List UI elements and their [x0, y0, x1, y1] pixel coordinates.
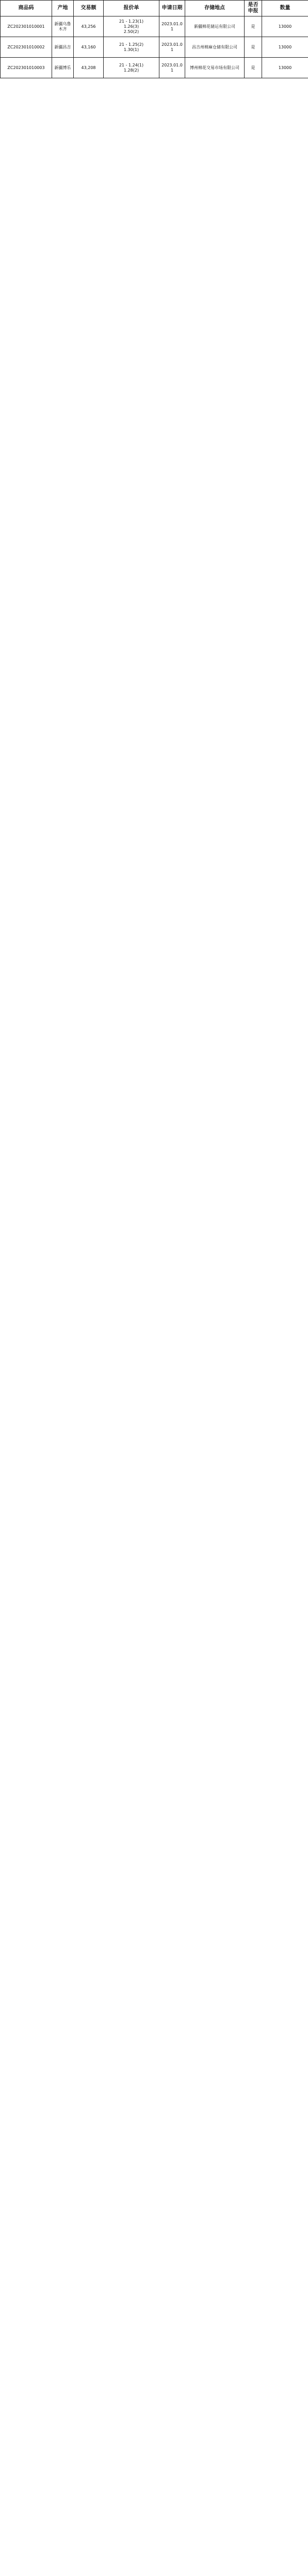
table-row — [1, 37, 308, 58]
company-cell: 昌吉州棉麻仓储有限公司 — [185, 37, 245, 58]
header-date: 申请日期 — [159, 1, 185, 16]
code-cell: ZC202301010003 — [1, 58, 52, 78]
code-cell: ZC202301010002 — [1, 37, 52, 58]
header-holdings: 报价单 — [104, 1, 159, 16]
amount-cell: 43,160 — [74, 37, 104, 58]
header-origin: 产地 — [52, 1, 74, 16]
origin-cell: 新疆乌鲁木齐 — [52, 16, 74, 37]
table-body — [1, 16, 308, 78]
date-cell: 2023.01.01 — [159, 16, 185, 37]
quantity-cell: 13000 — [262, 16, 308, 37]
holdings-cell: 21 - 1.25(2) 1.30(1) — [104, 37, 159, 58]
holdings-cell: 21 - 1.23(1) 1.26(3) 2.50(2) — [104, 16, 159, 37]
header-amount: 交易额 — [74, 1, 104, 16]
status-cell: 是 — [245, 16, 262, 37]
company-cell: 博州棉花交易市场有限公司 — [185, 58, 245, 78]
date-cell: 2023.01.01 — [159, 37, 185, 58]
holdings-cell: 21 - 1.24(1) 1.28(2) — [104, 58, 159, 78]
header-row — [1, 1, 308, 16]
amount-cell: 43,256 — [74, 16, 104, 37]
status-cell: 是 — [245, 58, 262, 78]
header-company: 存储地点 — [185, 1, 245, 16]
header-qty: 数量 — [262, 1, 308, 16]
header-code: 商品码 — [1, 1, 52, 16]
code-cell: ZC202301010001 — [1, 16, 52, 37]
table-row — [1, 16, 308, 37]
cotton-ledger-table — [0, 0, 308, 78]
origin-cell: 新疆昌吉 — [52, 37, 74, 58]
status-cell: 是 — [245, 37, 262, 58]
quantity-cell: 13000 — [262, 37, 308, 58]
date-cell: 2023.01.01 — [159, 58, 185, 78]
amount-cell: 43,208 — [74, 58, 104, 78]
company-cell: 新疆棉花储运有限公司 — [185, 16, 245, 37]
header-status: 是否申报 — [245, 1, 262, 16]
table-row — [1, 58, 308, 78]
origin-cell: 新疆博乐 — [52, 58, 74, 78]
quantity-cell: 13000 — [262, 58, 308, 78]
